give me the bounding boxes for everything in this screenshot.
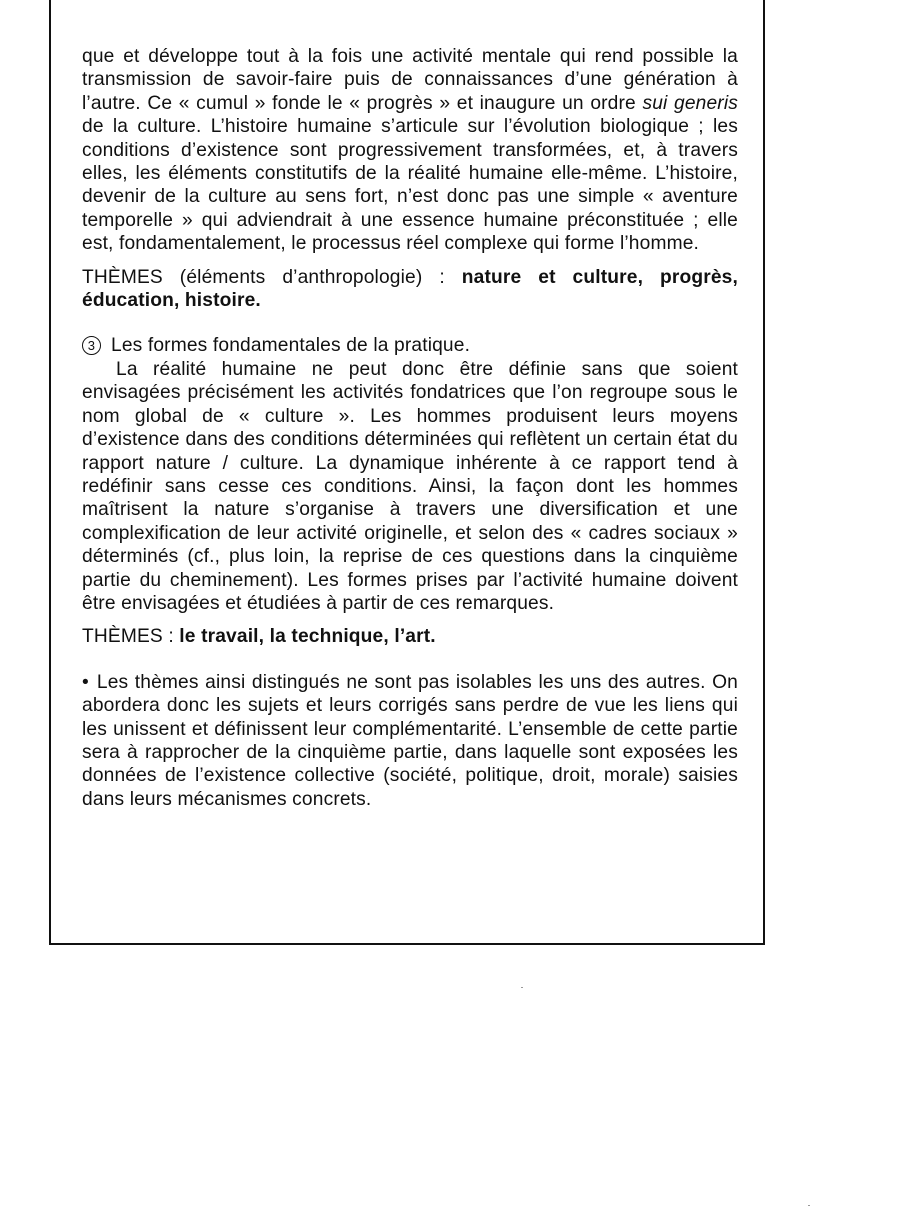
intro-paragraph [82,45,738,256]
section-title: Les formes fondamentales de la pratique. [111,335,471,357]
themes-anthropology [82,266,738,313]
themes-topics: nature et culture, progrès, éducation, histoire. [82,266,738,312]
section-3-body: La réalité humaine ne peut donc être définie sans que soient envisagées précisément les activités fondatrices que l’on regroupe sous le nom global de « culture ». Les hommes produisent leurs moyens d’existence dans des conditions déterminées qui reflètent un certain état du rapport nature / culture. La dynamique inhérente à ce rapport tend à redéfinir sans cesse ces conditions. Ainsi, la façon dont les hommes maîtrisent la nature s’organise à travers une diversification et une complexification de leur activité originelle, et selon des « cadres sociaux » déterminés (cf., plus loin, la reprise de ces questions dans la cinquième partie du cheminement). Les formes prises par l’activité humaine doivent être envisagées et étudiées à partir de ces remarques. [82,358,738,614]
themes-label: THÈMES : [82,626,180,648]
section-number-badge: 3 [82,336,101,355]
intro-italic-term: sui generis [642,92,738,114]
bullet-icon: • [82,671,89,693]
themes-label: THÈMES (éléments d’anthropologie) : [82,266,462,288]
closing-note [82,671,738,811]
closing-note-text: Les thèmes ainsi distingués ne sont pas isolables les uns des autres. On abordera donc les sujets et leurs corrigés sans perdre de vue les liens qui les unissent et définissent leur complémentarité. L’ensemble de cette partie sera à rapprocher de la cinquième partie, dans laquelle sont exposées les données de l’existence collective (société, politique, droit, morale) saisies dans leurs mécanismes concrets. [82,671,738,810]
intro-text-part1: que et développe tout à la fois une activité mentale qui rend possible la transmission de savoir-faire puis de connaissances d’une génération à l’autre. Ce « cumul » fonde le « progrès » et inaugure un ordre [82,46,738,114]
intro-text-part2: de la culture. L’histoire humaine s’articule sur l’évolution biologique ; les conditions d’existence sont progressivement transformées, et, à travers elles, les éléments constitutifs de la réalité humaine elle-même. L’histoire, devenir de la culture au sens fort, n’est donc pas une simple « aventure temporelle » qui adviendrait à une essence humaine préconstituée ; elle est, fondamentalement, le processus réel complexe qui forme l’homme. [82,116,738,255]
scan-speck [521,987,523,988]
page-content [82,45,738,811]
scan-speck [808,1205,810,1206]
themes-practice [82,625,738,648]
section-3-heading [82,334,738,357]
themes-topics: le travail, la technique, l’art. [179,626,436,648]
